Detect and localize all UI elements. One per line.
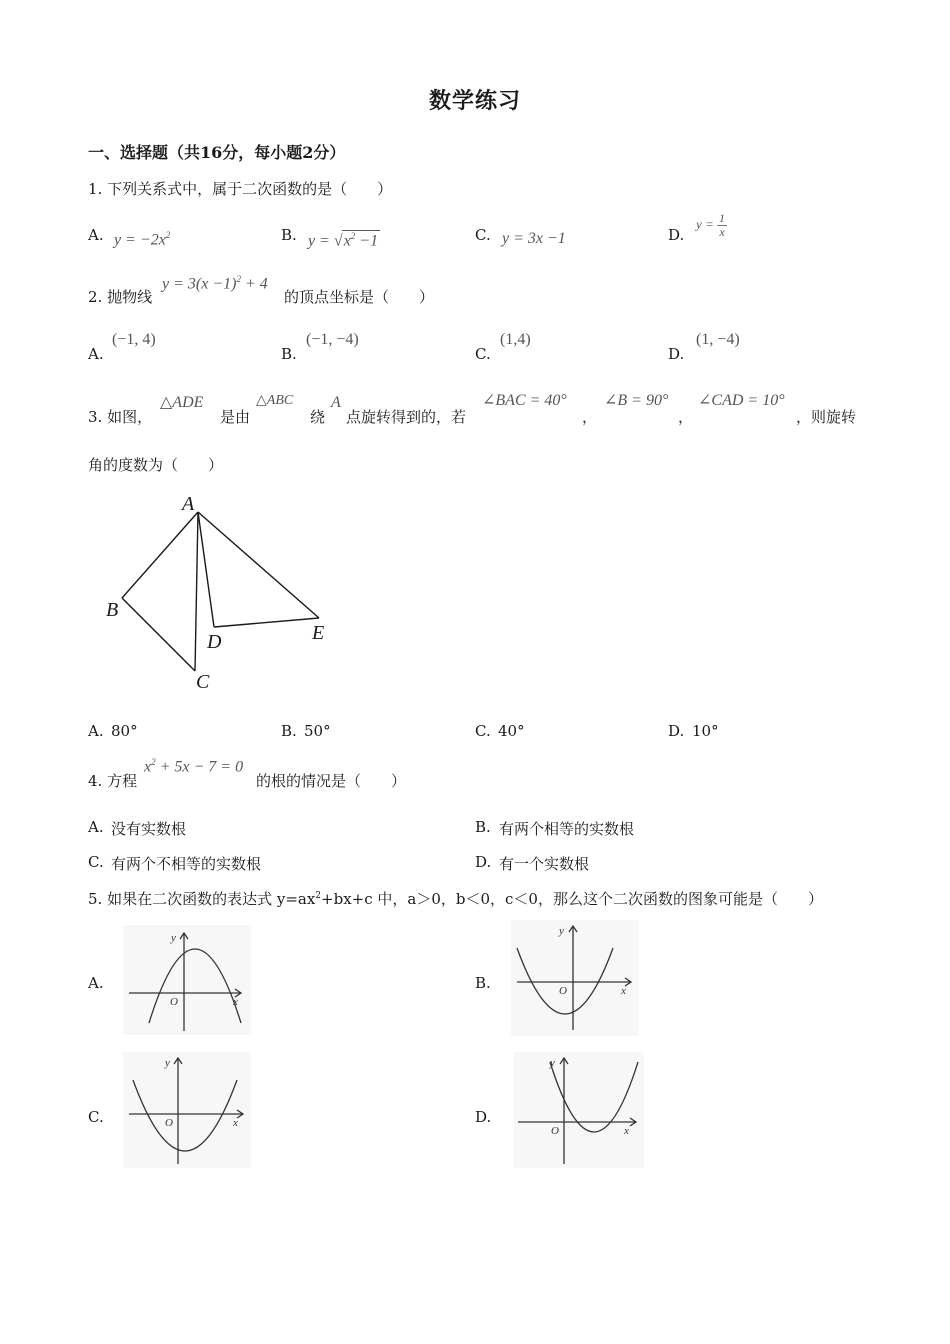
triangle-figure xyxy=(100,488,340,698)
x-label: x xyxy=(233,996,238,1008)
q4-label-a: A. xyxy=(88,818,104,836)
page-title: 数学练习 xyxy=(428,88,521,114)
q4-option-c[interactable]: 有两个不相等的实数根 xyxy=(111,855,262,873)
q4-option-a[interactable]: 没有实数根 xyxy=(111,820,187,838)
fig-label-d: D xyxy=(207,631,222,653)
q3-angle-cad: ∠CAD = 10° xyxy=(698,392,785,409)
q4-option-b[interactable]: 有两个相等的实数根 xyxy=(499,820,635,838)
q3-num: 3. 如图， xyxy=(88,408,153,426)
y-label: y xyxy=(165,1057,170,1069)
q3-label-a: A. xyxy=(88,722,104,740)
q1-a-exp: 2 xyxy=(165,230,171,240)
q1-label-c: C. xyxy=(475,226,491,244)
q2-option-a[interactable]: (−1, 4) xyxy=(112,331,156,348)
q4-label-d: D. xyxy=(475,853,492,871)
q3-text-4: ，则旋转 xyxy=(796,408,857,426)
q2-formula-main: y = 3(x −1) xyxy=(162,275,237,293)
q3-line-2: 角的度数为（ ） xyxy=(88,456,224,474)
q1-option-b[interactable] xyxy=(308,230,380,250)
q3-text-3: 点旋转得到的，若 xyxy=(346,408,467,426)
q3-angle-b: ∠B = 90° xyxy=(604,392,669,409)
q2-stem-post: 的顶点坐标是（ ） xyxy=(284,288,435,306)
q2-formula-tail: + 4 xyxy=(240,275,268,293)
q1-d-num: 1 xyxy=(719,211,726,225)
q2-option-d[interactable]: (1, −4) xyxy=(696,331,740,348)
q3-option-b[interactable]: 50° xyxy=(304,722,331,740)
q4-label-b: B. xyxy=(475,818,491,836)
x-label: x xyxy=(621,985,626,997)
q1-option-d[interactable] xyxy=(696,212,727,239)
q4-formula-exp: 2 xyxy=(151,757,156,767)
q3-option-c[interactable]: 40° xyxy=(498,722,525,740)
q4-formula-tail: + 5x − 7 = 0 xyxy=(155,758,244,776)
q2-option-c[interactable]: (1,4) xyxy=(500,331,531,348)
q1-option-a[interactable] xyxy=(114,230,170,249)
q1-label-d: D. xyxy=(668,226,685,244)
q5-label-d: D. xyxy=(475,1108,492,1126)
q3-label-b: B. xyxy=(281,722,297,740)
q3-tri-ade: △ADE xyxy=(160,394,204,411)
section-heading: 一、选择题（共16分，每小题2分） xyxy=(88,143,346,162)
fig-label-e: E xyxy=(312,622,325,644)
q1-label-a: A. xyxy=(88,226,104,244)
fig-label-b: B xyxy=(106,599,119,621)
fig-label-c: C xyxy=(196,671,210,693)
graph-option-b[interactable] xyxy=(511,920,639,1036)
x-label: x xyxy=(624,1125,629,1137)
q1-d-lhs: y = xyxy=(696,216,718,232)
q3-label-c: C. xyxy=(475,722,491,740)
q1-d-den: x xyxy=(719,225,725,239)
q2-stem-pre: 2. 抛物线 xyxy=(88,288,153,306)
q4-formula xyxy=(144,757,243,776)
q3-text-1: 是由 xyxy=(220,408,251,426)
q3-tri-abc: △ABC xyxy=(256,393,294,408)
q4-stem-pre: 4. 方程 xyxy=(88,772,138,790)
q5-stem-pre: 5. 如果在二次函数的表达式 y=ax xyxy=(88,890,316,908)
q1-b-lhs: y = xyxy=(308,232,334,250)
q3-angle-bac: ∠BAC = 40° xyxy=(482,392,567,409)
q1-label-b: B. xyxy=(281,226,297,244)
q1-option-c[interactable]: y = 3x −1 xyxy=(502,230,566,247)
q1-b-exp: 2 xyxy=(350,231,356,241)
q1-d-fraction xyxy=(717,212,727,239)
q4-formula-main: x xyxy=(144,758,152,776)
q2-label-d: D. xyxy=(668,345,685,363)
q3-point-a: A xyxy=(331,394,341,411)
q1-stem: 1. 下列关系式中，属于二次函数的是（ ） xyxy=(88,180,393,198)
q1-b-radicand xyxy=(342,230,380,250)
q5-label-a: A. xyxy=(88,974,104,992)
seg-de xyxy=(214,618,319,627)
q2-label-a: A. xyxy=(88,345,104,363)
seg-bc xyxy=(122,598,195,671)
graph-option-c[interactable] xyxy=(123,1052,251,1168)
q3-option-a[interactable]: 80° xyxy=(111,722,138,740)
origin-label: O xyxy=(170,996,178,1008)
q2-option-b[interactable]: (−1, −4) xyxy=(306,331,359,348)
q4-label-c: C. xyxy=(88,853,104,871)
q3-sep-2: ， xyxy=(678,408,694,426)
origin-label: O xyxy=(551,1125,559,1137)
q2-label-b: B. xyxy=(281,345,297,363)
seg-ad xyxy=(198,512,214,627)
q5-label-b: B. xyxy=(475,974,491,992)
q5-label-c: C. xyxy=(88,1108,104,1126)
fig-label-a: A xyxy=(182,493,195,515)
q3-text-2: 绕 xyxy=(310,408,326,426)
radical-sign-icon: √ xyxy=(333,232,343,250)
q4-option-d[interactable]: 有一个实数根 xyxy=(499,855,590,873)
origin-label: O xyxy=(165,1117,173,1129)
q5-stem-post: +bx+c 中，a＞0，b＜0，c＜0，那么这个二次函数的图象可能是（ ） xyxy=(321,890,823,908)
x-label: x xyxy=(233,1117,238,1129)
graph-option-a[interactable] xyxy=(123,925,251,1035)
q2-label-c: C. xyxy=(475,345,491,363)
seg-ae xyxy=(198,512,319,618)
q5-stem-exp: 2 xyxy=(315,891,322,901)
graph-option-d[interactable] xyxy=(514,1052,644,1168)
q3-label-d: D. xyxy=(668,722,685,740)
q4-stem-post: 的根的情况是（ ） xyxy=(256,772,407,790)
q1-a-lhs: y = −2x xyxy=(114,231,166,249)
q1-b-rad: x xyxy=(343,232,351,250)
seg-ab xyxy=(122,512,198,598)
y-label: y xyxy=(550,1057,555,1069)
q2-formula xyxy=(162,274,268,293)
origin-label: O xyxy=(559,985,567,997)
q1-b-tail: −1 xyxy=(355,232,379,250)
q3-sep-1: ， xyxy=(582,408,598,426)
seg-ac xyxy=(195,512,198,671)
y-label: y xyxy=(171,932,176,944)
q5-stem xyxy=(88,888,823,909)
y-label: y xyxy=(559,925,564,937)
q3-option-d[interactable]: 10° xyxy=(692,722,719,740)
q2-formula-exp: 2 xyxy=(236,274,241,284)
